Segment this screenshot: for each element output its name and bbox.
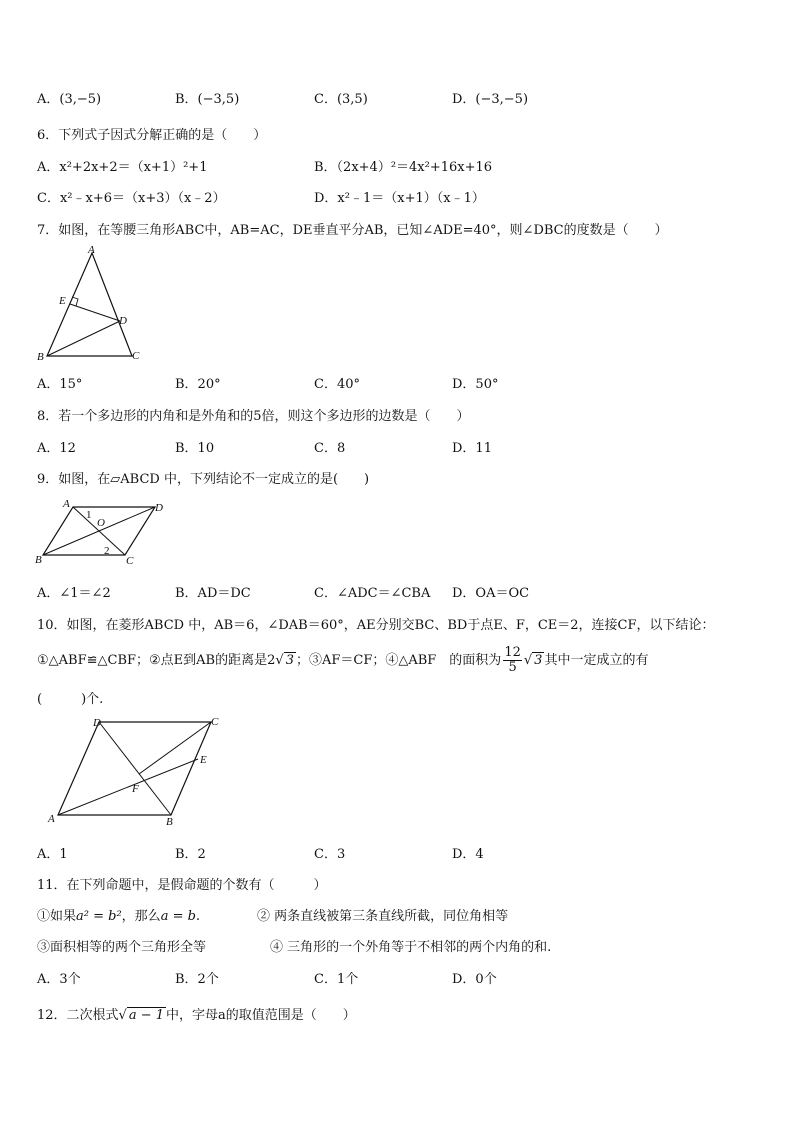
q12-stem-text-a: 12．二次根式 xyxy=(37,1008,119,1023)
q10-fraction-radicand: 3 xyxy=(534,653,543,668)
q11-p1-text-a: ①如果 xyxy=(37,909,77,924)
q10-fraction-denominator: 5 xyxy=(508,660,517,675)
q11-proposition-4: ④ 三角形的一个外角等于不相邻的两个内角的和. xyxy=(270,940,552,955)
q9-label-d: D xyxy=(155,502,163,514)
q12-stem: 12．二次根式√ a − 1 中，字母a的取值范围是（ ） xyxy=(37,1008,356,1023)
q7-option-b: B．20° xyxy=(175,377,221,392)
q10-fraction xyxy=(503,646,522,675)
q5-option-d: D．(−3,−5) xyxy=(452,92,529,107)
q7-option-d: D．50° xyxy=(452,377,499,392)
q10-label-f: F xyxy=(132,783,139,795)
q10-stem: 10．如图，在菱形ABCD 中，AB＝6，∠DAB＝60°，AE分别交BC、BD于点E、F，CE＝2，连接CF，以下结论： xyxy=(37,618,715,633)
q10-option-b: B．2 xyxy=(175,847,206,862)
q5-option-c: C．(3,5) xyxy=(314,92,368,107)
q10-conclusion-text-b: ；③AF＝CF；④△ABF 的面积为 xyxy=(295,653,502,668)
q9-stem: 9．如图，在▱ABCD 中，下列结论不一定成立的是( ) xyxy=(37,472,370,487)
q10-option-c: C．3 xyxy=(314,847,346,862)
q12-stem-text-b: 中，字母a的取值范围是（ ） xyxy=(166,1008,356,1023)
q10-sqrt-radicand: 3 xyxy=(285,653,294,668)
q7-option-a: A．15° xyxy=(37,377,83,392)
q7-label-b: B xyxy=(37,351,44,363)
q7-label-e: E xyxy=(59,295,66,307)
q9-option-a: A．∠1＝∠2 xyxy=(37,586,111,601)
q9-label-angle-2: 2 xyxy=(104,545,110,557)
q12-radicand: a − 1 xyxy=(128,1008,165,1023)
q7-option-c: C．40° xyxy=(314,377,360,392)
q7-segment-bd xyxy=(47,321,120,356)
q7-label-a: A xyxy=(88,244,95,256)
q7-figure xyxy=(30,242,150,366)
q11-p1-text-b: ，那么 xyxy=(121,909,161,924)
q10-conclusion-text-a: ①△ABF≌△CBF；②点E到AB的距离是 xyxy=(37,653,268,668)
q10-label-a: A xyxy=(48,813,55,825)
q9-label-c: C xyxy=(126,555,134,567)
q8-option-a: A．12 xyxy=(37,441,76,456)
q8-option-d: D．11 xyxy=(452,441,492,456)
q9-option-b: B．AD＝DC xyxy=(175,586,251,601)
q11-proposition-2: ② 两条直线被第三条直线所截，同位角相等 xyxy=(257,909,509,924)
q10-label-d: D xyxy=(93,717,101,729)
q6-option-c: C．x²﹣x+6＝（x+3）（x﹣2） xyxy=(37,191,226,206)
q11-p1-math: a² = b² xyxy=(76,909,122,924)
q9-label-b: B xyxy=(35,554,42,566)
q10-option-a: A．1 xyxy=(37,847,68,862)
q9-option-d: D．OA＝OC xyxy=(452,586,530,601)
q10-option-d: D．4 xyxy=(452,847,484,862)
q6-option-a: A．x²+2x+2＝（x+1）²+1 xyxy=(37,160,208,175)
q10-conclusions-line: ①△ABF≌△CBF；②点E到AB的距离是2√ 3 ；③AF＝CF；④△ABF 的面积为 $\frac{12}{5}$ √ 3 其中一定成立的有 xyxy=(37,645,649,675)
q7-stem: 7．如图，在等腰三角形ABC中，AB=AC，DE垂直平分AB，已知∠ADE=40°，则∠DBC的度数是（ ） xyxy=(37,223,668,238)
q9-figure xyxy=(30,495,175,570)
q9-diagonal-bd xyxy=(43,507,155,555)
q10-sqrt-coef: 2 xyxy=(267,653,276,668)
q8-option-b: B．10 xyxy=(175,441,215,456)
q11-option-d: D．0个 xyxy=(452,972,497,987)
q8-option-c: C．8 xyxy=(314,441,346,456)
q9-label-o: O xyxy=(97,517,105,529)
q10-label-c: C xyxy=(211,716,219,728)
q10-blank-line: ( )个. xyxy=(37,692,104,707)
q11-option-b: B．2个 xyxy=(175,972,219,987)
q11-option-a: A．3个 xyxy=(37,972,81,987)
q10-label-e: E xyxy=(200,754,207,766)
q10-figure xyxy=(40,710,230,828)
q10-fraction-numerator: 12 xyxy=(504,645,521,660)
q5-option-a: A．(3,−5) xyxy=(37,92,102,107)
q10-label-b: B xyxy=(166,816,173,828)
q11-stem: 11．在下列命题中，是假命题的个数有（ ） xyxy=(37,878,327,893)
q6-option-b: B．（2x+4）²＝4x²+16x+16 xyxy=(314,160,493,175)
q7-label-d: D xyxy=(119,315,127,327)
q9-label-angle-1: 1 xyxy=(86,509,92,521)
q6-stem: 6．下列式子因式分解正确的是（ ） xyxy=(37,128,267,143)
q7-label-c: C xyxy=(132,350,140,362)
q11-p1-math2: a = b xyxy=(160,909,196,924)
q10-conclusion-text-c: 其中一定成立的有 xyxy=(544,653,649,668)
q6-option-d: D．x²﹣1＝（x+1）（x﹣1） xyxy=(314,191,485,206)
q9-option-c: C．∠ADC＝∠CBA xyxy=(314,586,431,601)
q8-stem: 8．若一个多边形的内角和是外角和的5倍，则这个多边形的边数是（ ） xyxy=(37,409,470,424)
q11-proposition-3: ③面积相等的两个三角形全等 xyxy=(37,940,207,955)
q9-label-a: A xyxy=(63,498,70,510)
q11-p1-text-c: . xyxy=(195,909,201,924)
q10-diagonal-bd xyxy=(99,722,171,815)
q11-proposition-1 xyxy=(37,905,200,924)
q11-option-c: C．1个 xyxy=(314,972,359,987)
q5-option-b: B．(−3,5) xyxy=(175,92,240,107)
